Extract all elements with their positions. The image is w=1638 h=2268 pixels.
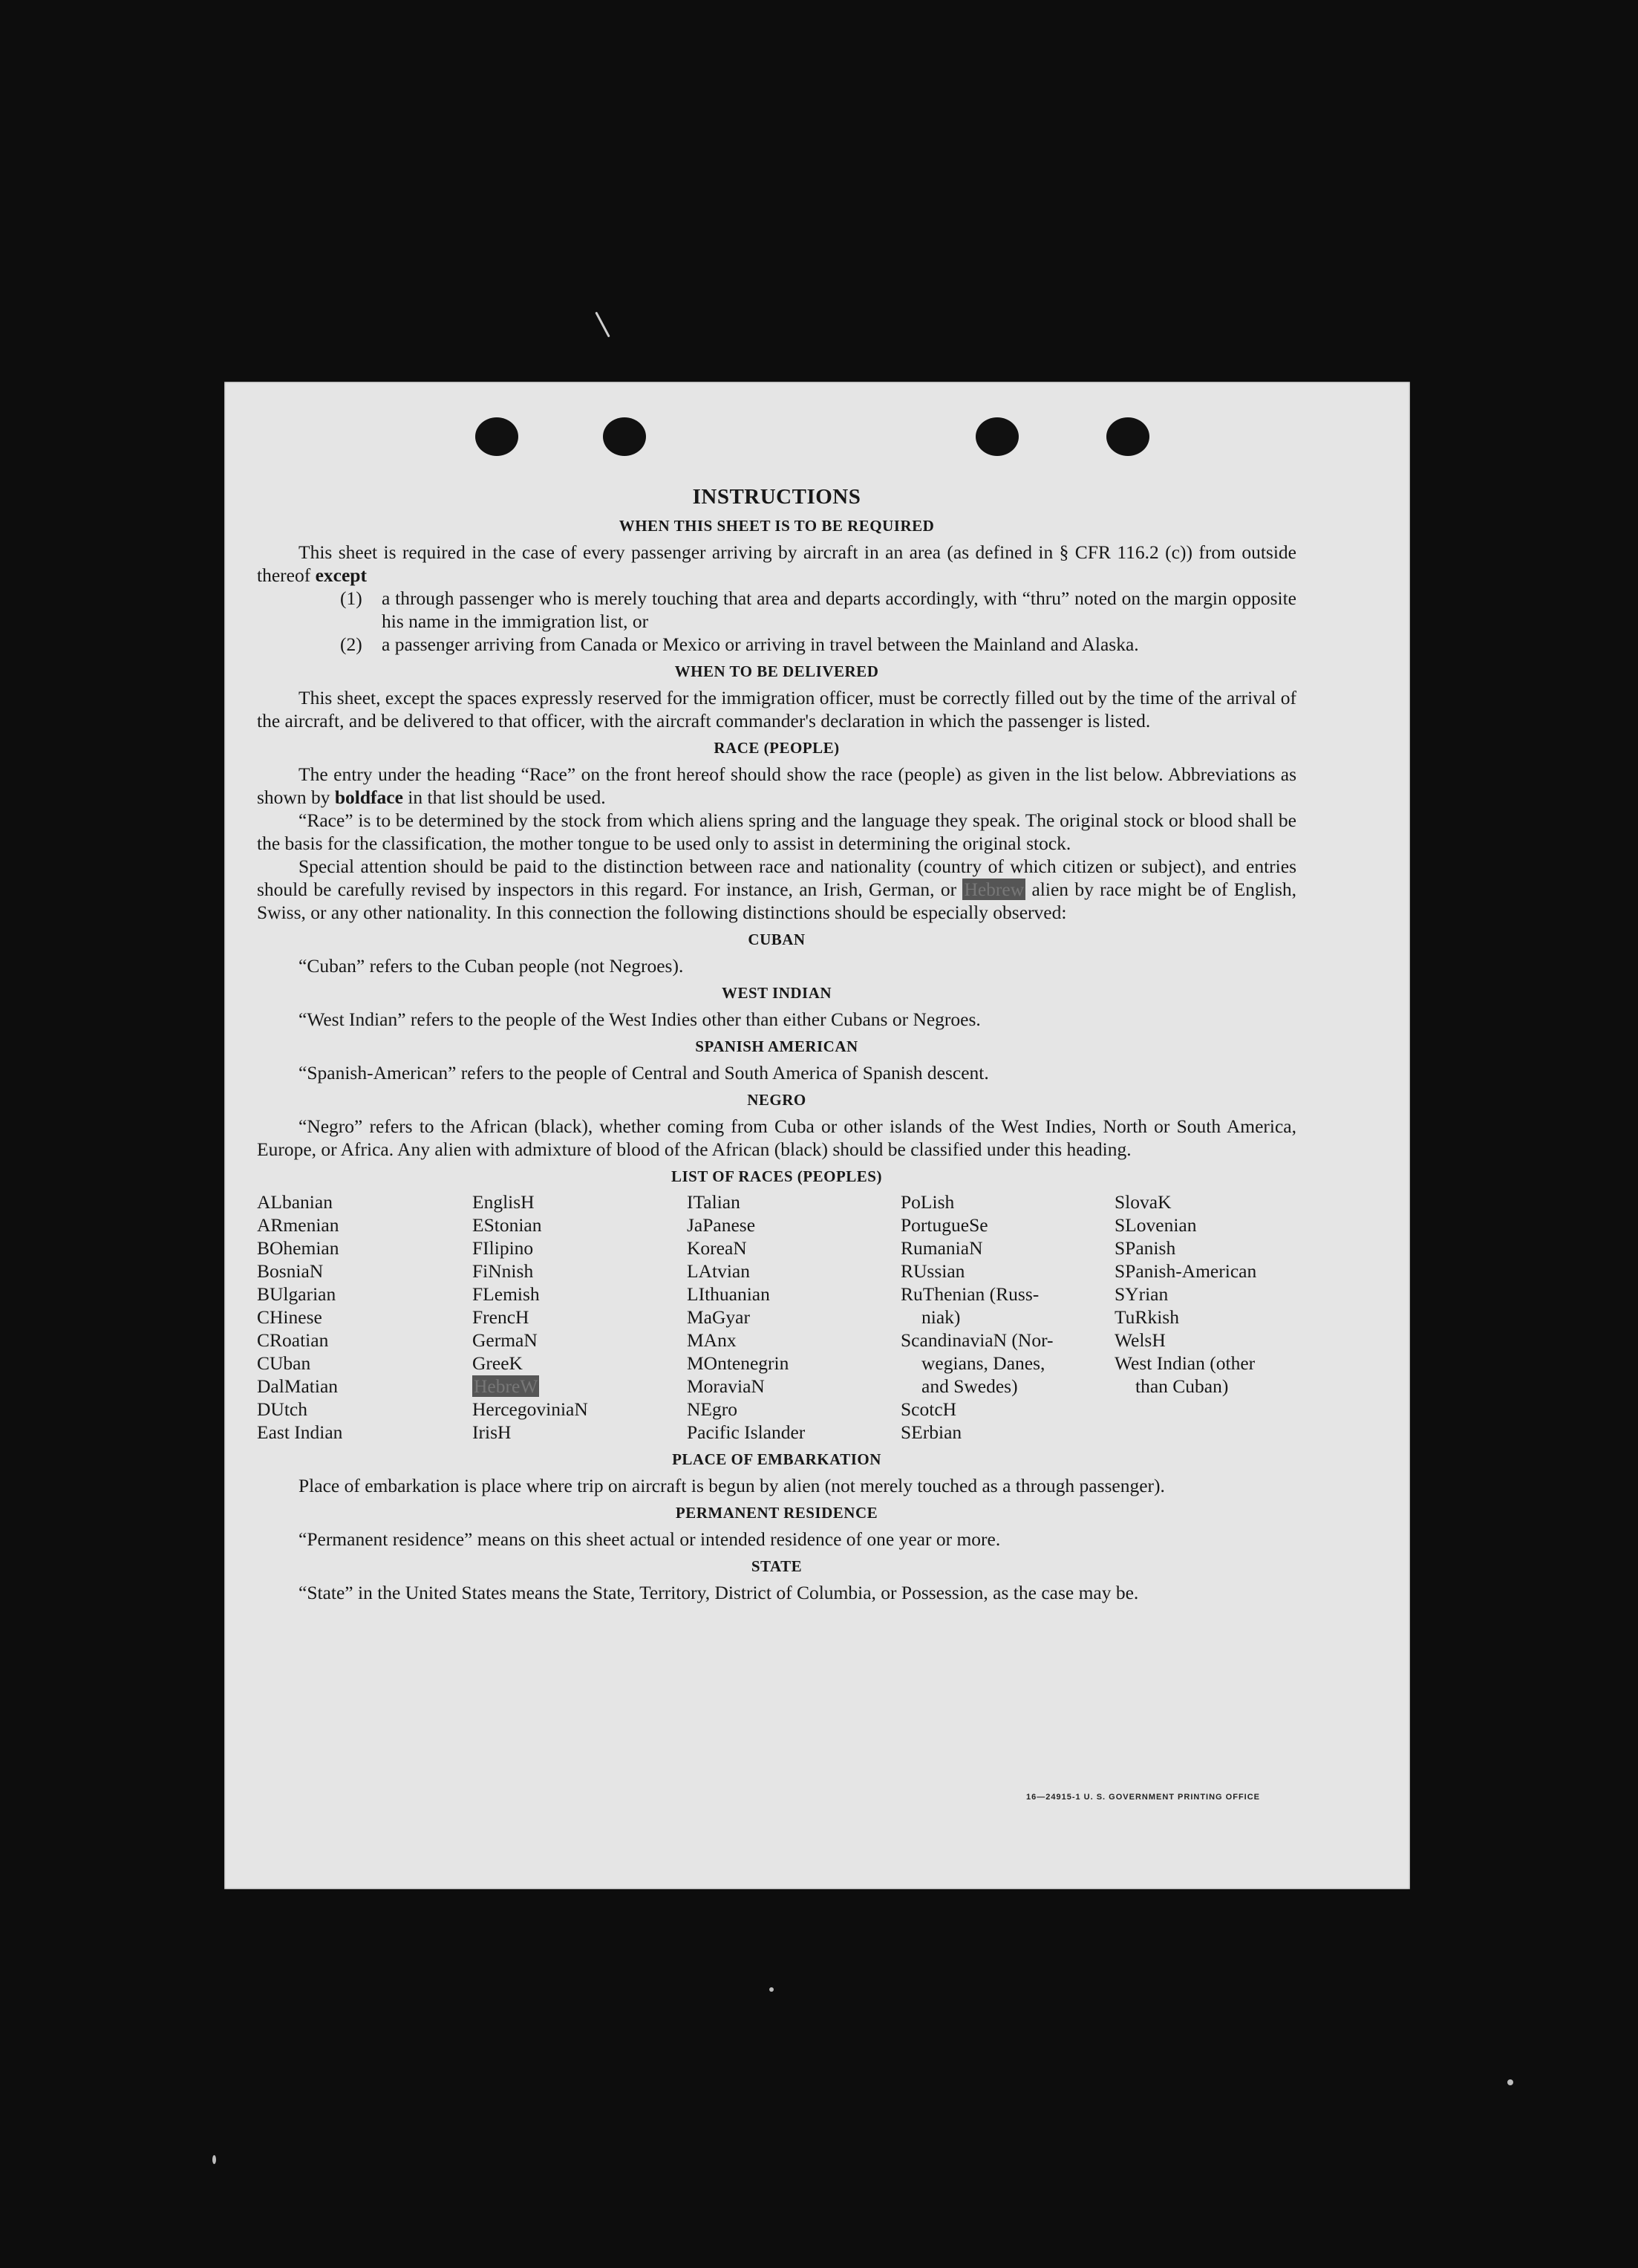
race-entry: MaGyar [687, 1306, 750, 1328]
races-list [257, 1190, 1296, 1444]
race-entry: LAtvian [687, 1260, 750, 1282]
struck-word: HebreW [474, 1375, 538, 1397]
race-entry: SLovenian [1115, 1214, 1197, 1236]
required-item-1: (1) a through passenger who is merely touching that area and departs accordingly, with “thru” noted on the margin opposite his name in the immigration list, or [340, 587, 1296, 632]
race-entry: CUban [257, 1352, 311, 1374]
race-entry: GermaN [472, 1329, 538, 1351]
races-column-1 [257, 1190, 472, 1444]
race-paragraph-3: Special attention should be paid to the distinction between race and nationality (country of which citizen or subject), and entries should be carefully revised by inspectors in this regard. For instance, an Irish, German, or Hebrew alien by race might be of English, Swiss, or any other nationality. In this connection the following distinctions should be especially observed: [257, 856, 1296, 923]
race-entry: RUssian [901, 1260, 965, 1282]
race-entry: East Indian [257, 1421, 343, 1443]
race-entry: SPanish [1115, 1237, 1176, 1259]
negro-text: “Negro” refers to the African (black), whether coming from Cuba or other islands of the West Indies, North or South America, Europe, or Africa. Any alien with admixture of blood of the African (black) should be classified under this heading. [257, 1115, 1296, 1160]
race-entry: FiNnish [472, 1260, 534, 1282]
races-column-3 [687, 1190, 901, 1444]
race-entry: EnglisH [472, 1191, 535, 1213]
spanish-american-text: “Spanish-American” refers to the people of Central and South America of Spanish descent. [298, 1062, 989, 1084]
races-column-5 [1115, 1190, 1296, 1444]
race-entry: wegians, Danes, [921, 1352, 1045, 1374]
required-item-2: (2) a passenger arriving from Canada or Mexico or arriving in travel between the Mainland and Alaska. [340, 633, 1139, 655]
race-entry: ScandinaviaN (Nor- [901, 1329, 1054, 1351]
race-entry: CRoatian [257, 1329, 329, 1351]
race-entry: West Indian (other [1115, 1352, 1256, 1374]
race-entry: SlovaK [1115, 1191, 1172, 1213]
cuban-text: “Cuban” refers to the Cuban people (not Negroes). [298, 955, 684, 977]
race-entry: CHinese [257, 1306, 322, 1328]
race-entry: EStonian [472, 1214, 542, 1236]
race-entry: SPanish-American [1115, 1260, 1257, 1282]
section-heading-race: RACE (PEOPLE) [714, 739, 840, 757]
section-heading-cuban: CUBAN [748, 931, 806, 948]
section-heading-state: STATE [751, 1557, 803, 1575]
race-entry: BosniaN [257, 1260, 324, 1282]
punch-hole [603, 417, 646, 456]
printing-office-footer: 16—24915-1 U. S. GOVERNMENT PRINTING OFFICE [1026, 1793, 1261, 1802]
punch-hole [976, 417, 1019, 456]
section-heading-required: WHEN THIS SHEET IS TO BE REQUIRED [619, 517, 935, 535]
race-entry: TuRkish [1115, 1306, 1179, 1328]
race-entry: MOntenegrin [687, 1352, 789, 1374]
race-entry: FIlipino [472, 1237, 534, 1259]
section-heading-embarkation: PLACE OF EMBARKATION [672, 1450, 881, 1468]
section-heading-list-of-races: LIST OF RACES (PEOPLES) [671, 1167, 882, 1185]
film-speck [1507, 2079, 1513, 2085]
race-entry: RumaniaN [901, 1237, 983, 1259]
races-column-2 [472, 1190, 687, 1444]
race-entry: GreeK [472, 1352, 523, 1374]
punch-hole [1106, 417, 1149, 456]
race-paragraph-2: “Race” is to be determined by the stock from which aliens spring and the language they speak. The original stock or blood shall be the basis for the classification, the mother tongue to be used only to assist in determining the original stock. [257, 809, 1296, 854]
race-entry: NEgro [687, 1398, 737, 1420]
residence-text: “Permanent residence” means on this sheet actual or intended residence of one year or more. [298, 1528, 1001, 1550]
section-heading-negro: NEGRO [747, 1091, 806, 1109]
races-column-4 [901, 1190, 1115, 1444]
required-intro: This sheet is required in the case of every passenger arriving by aircraft in an area (as defined in § CFR 116.2 (c)) from outside thereof except [257, 541, 1296, 586]
delivered-text: This sheet, except the spaces expressly reserved for the immigration officer, must be correctly filled out by the time of the arrival of the aircraft, and be delivered to that officer, with the aircraft commander's declaration in which the passenger is listed. [257, 687, 1296, 731]
race-entry: than Cuban) [1135, 1375, 1229, 1397]
embarkation-text: Place of embarkation is place where trip on aircraft is begun by alien (not merely touched as a through passenger). [298, 1475, 1165, 1496]
west-indian-text: “West Indian” refers to the people of the West Indies other than either Cubans or Negroes. [298, 1008, 981, 1030]
race-entry: MAnx [687, 1329, 737, 1351]
race-entry: PortugueSe [901, 1214, 988, 1236]
race-entry: KoreaN [687, 1237, 747, 1259]
race-entry: DalMatian [257, 1375, 339, 1397]
race-entry: SErbian [901, 1421, 962, 1443]
race-entry: ALbanian [257, 1191, 333, 1213]
race-entry: and Swedes) [921, 1375, 1018, 1397]
race-entry: JaPanese [687, 1214, 756, 1236]
section-heading-west-indian: WEST INDIAN [721, 984, 832, 1002]
race-entry: WelsH [1115, 1329, 1166, 1351]
race-entry: ITalian [687, 1191, 740, 1213]
state-text: “State” in the United States means the State, Territory, District of Columbia, or Possession, as the case may be. [298, 1582, 1139, 1603]
race-entry: DUtch [257, 1398, 307, 1420]
struck-word: Hebrew [964, 879, 1025, 900]
race-entry: FLemish [472, 1283, 540, 1305]
section-heading-delivered: WHEN TO BE DELIVERED [674, 662, 879, 680]
race-entry: HercegoviniaN [472, 1398, 588, 1420]
instruction-sheet [224, 382, 1410, 1889]
race-entry: niak) [921, 1306, 961, 1328]
race-entry: SYrian [1115, 1283, 1169, 1305]
race-entry: LIthuanian [687, 1283, 770, 1305]
page-title: INSTRUCTIONS [692, 485, 861, 509]
race-entry: BUlgarian [257, 1283, 336, 1305]
race-entry: Pacific Islander [687, 1421, 806, 1443]
race-entry: BOhemian [257, 1237, 339, 1259]
section-heading-spanish-american: SPANISH AMERICAN [695, 1037, 858, 1055]
section-heading-residence: PERMANENT RESIDENCE [675, 1504, 878, 1522]
film-speck [212, 2155, 216, 2164]
film-speck [769, 1987, 774, 1992]
race-entry: ScotcH [901, 1398, 957, 1420]
punch-hole [475, 417, 518, 456]
race-entry: PoLish [901, 1191, 955, 1213]
race-entry: ARmenian [257, 1214, 339, 1236]
race-paragraph-1: The entry under the heading “Race” on the front hereof should show the race (people) as given in the list below. Abbreviations as shown by boldface in that list should be used. [257, 763, 1296, 808]
race-entry: MoraviaN [687, 1375, 765, 1397]
race-entry [472, 1375, 687, 1398]
race-entry: RuThenian (Russ- [901, 1283, 1040, 1305]
race-entry: FrencH [472, 1306, 529, 1328]
race-entry: IrisH [472, 1421, 512, 1443]
film-scratch [595, 312, 610, 338]
document-content [257, 486, 1296, 1604]
